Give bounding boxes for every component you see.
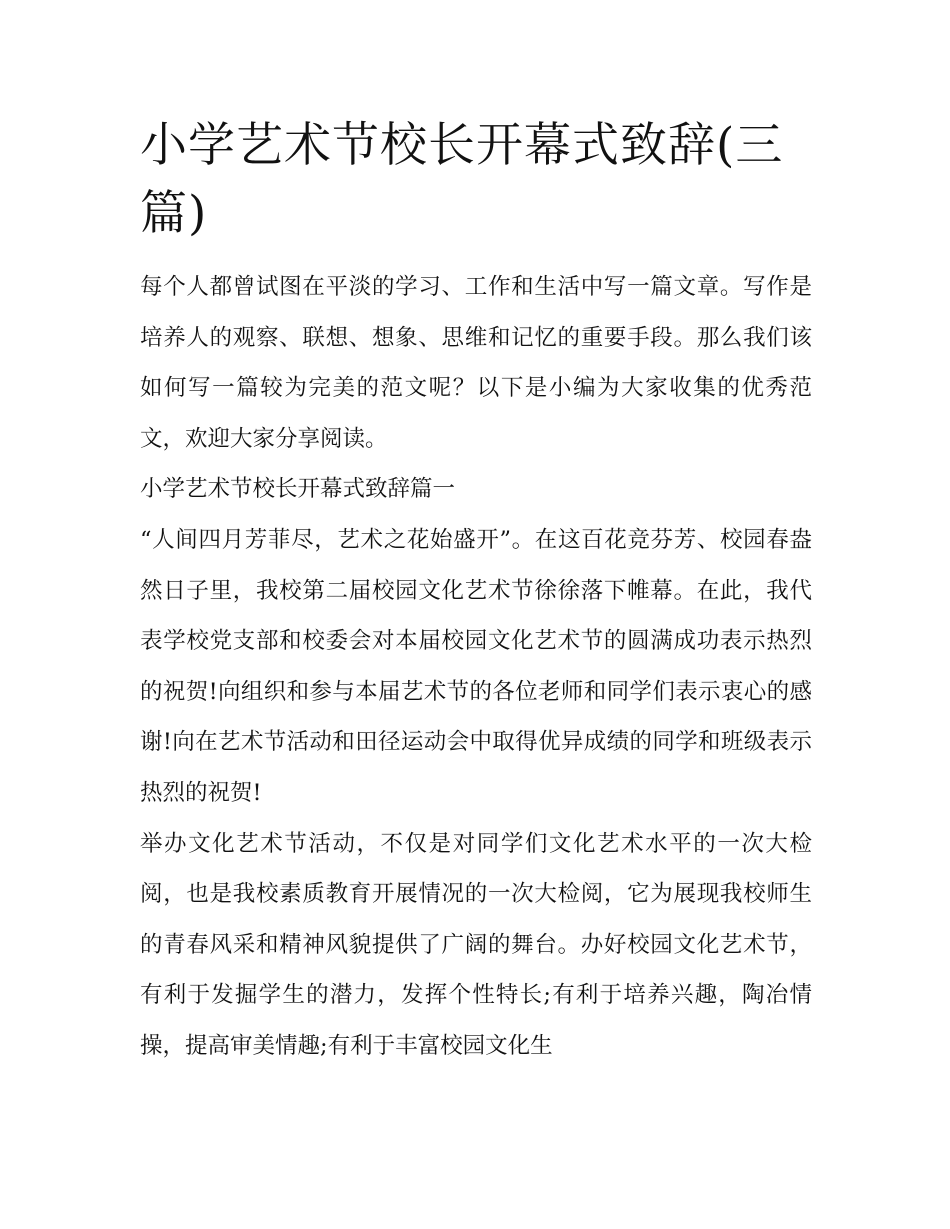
body-paragraph: 举办文化艺术节活动，不仅是对同学们文化艺术水平的一次大检阅，也是我校素质教育开展情况的一次大检阅，它为展现我校师生的青春风采和精神风貌提供了广阔的舞台。办好校园文化艺术节，有利于发掘学生的潜力，发挥个性特长;有利于培养兴趣，陶冶情操，提高审美情趣;有利于丰富校园文化生 [140, 830, 812, 1059]
document-content [140, 112, 812, 1072]
document-title: 小学艺术节校长开幕式致辞(三篇) [140, 118, 784, 241]
intro-paragraph: 每个人都曾试图在平淡的学习、工作和生活中写一篇文章。写作是培养人的观察、联想、想象、思维和记忆的重要手段。那么我们该如何写一篇较为完美的范文呢？以下是小编为大家收集的优秀范文，欢迎大家分享阅读。 [140, 274, 812, 452]
body-paragraph: “人间四月芳菲尽，艺术之花始盛开”。在这百花竞芬芳、校园春盎然日子里，我校第二届校园文化艺术节徐徐落下帷幕。在此，我代表学校党支部和校委会对本届校园文化艺术节的圆满成功表示热烈的祝贺!向组织和参与本届艺术节的各位老师和同学们表示衷心的感谢!向在艺术节活动和田径运动会中取得优异成绩的同学和班级表示热烈的祝贺! [140, 526, 812, 806]
section-heading: 小学艺术节校长开幕式致辞篇一 [140, 476, 456, 503]
document-body [140, 262, 812, 1072]
